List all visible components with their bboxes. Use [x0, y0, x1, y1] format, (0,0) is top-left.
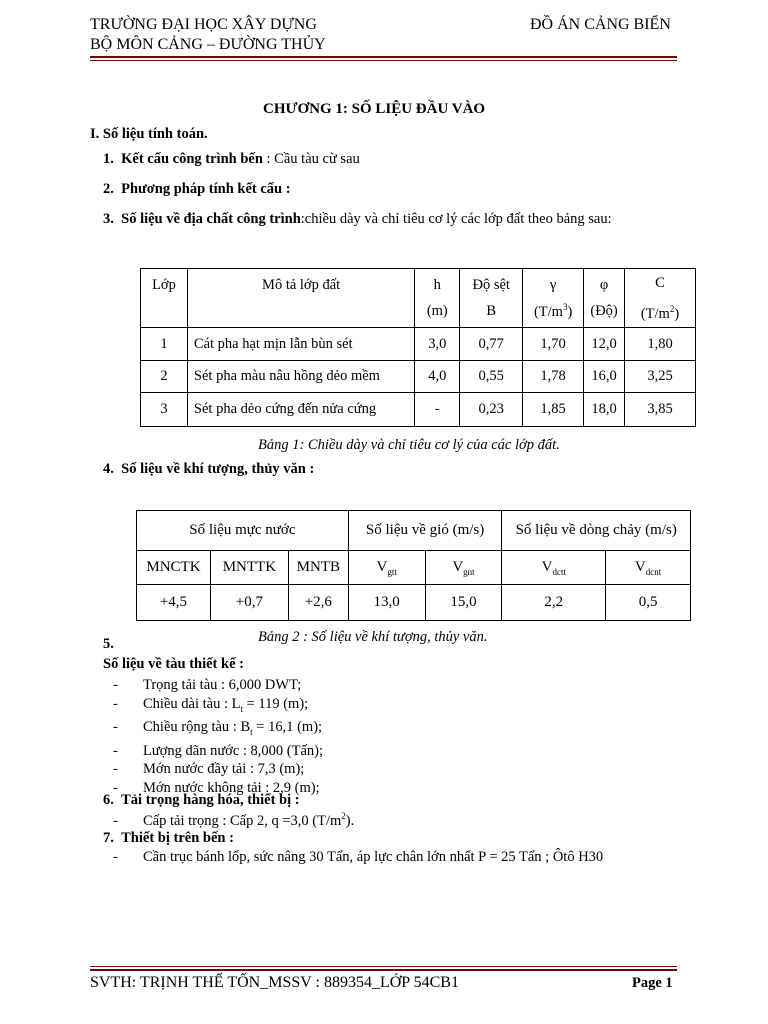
col-vgtt: $V_{gtt}$ — [348, 551, 425, 585]
cell-c: 1,80 — [625, 328, 696, 361]
item-3 — [103, 211, 612, 228]
geology-table — [140, 268, 696, 427]
item-value: : Cầu tàu cừ sau — [262, 151, 360, 167]
ship-list — [113, 676, 323, 797]
cell-layer: 1 — [141, 328, 188, 361]
item-5-number: 5. — [103, 636, 114, 652]
table-row — [141, 328, 696, 361]
cell-mnttk: +0,7 — [210, 585, 288, 621]
header-university: TRƯỜNG ĐẠI HỌC XÂY DỰNG — [90, 16, 317, 33]
item-label: Thiết bị trên bến : — [121, 830, 234, 846]
table2-caption: Bảng 2 : Số liệu về khí tượng, thủy văn. — [258, 629, 488, 645]
item-6 — [103, 792, 300, 809]
col-vgnt: $V_{gnt}$ — [425, 551, 502, 585]
item-7 — [103, 830, 234, 847]
cargo-list-item: - Cấp tải trọng : Cấp 2, q =3,0 $(T/m^2)$. — [113, 811, 355, 829]
item-number: 7. — [103, 830, 114, 846]
section-heading: I. Số liệu tính toán. — [90, 126, 208, 142]
item-number: 1. — [103, 151, 114, 167]
cell-gamma: 1,85 — [523, 393, 584, 427]
col-header-b: Độ sệt B — [460, 269, 523, 328]
item-label: Số liệu về khí tượng, thủy văn : — [121, 461, 315, 477]
cell-phi: 12,0 — [584, 328, 625, 361]
footer-student: SVTH: TRỊNH THẾ TỐN_MSSV : 889354_LỚP 54CB1 — [90, 974, 459, 991]
cell-layer: 3 — [141, 393, 188, 427]
list-item: - Mớn nước không tải : 2,9 (m); — [113, 779, 320, 796]
table1-caption: Bảng 1: Chiều dày và chỉ tiêu cơ lý của các lớp đất. — [258, 437, 560, 453]
header-project: ĐỒ ÁN CẢNG BIỂN — [530, 16, 671, 33]
list-item: - Mớn nước đầy tải : 7,3 (m); — [113, 761, 305, 778]
cell-c: 3,25 — [625, 361, 696, 393]
group-wind: Số liệu về gió (m/s) — [348, 511, 502, 551]
chapter-title: CHƯƠNG 1: SỐ LIỆU ĐẦU VÀO — [263, 101, 486, 117]
cell-mntb: +2,6 — [288, 585, 348, 621]
item-label: Phương pháp tính kết cấu : — [121, 181, 291, 197]
cell-gamma: 1,70 — [523, 328, 584, 361]
col-mnctk: MNCTK — [137, 551, 211, 585]
cell-c: 3,85 — [625, 393, 696, 427]
item-number: 3. — [103, 211, 114, 227]
cell-desc: Sét pha màu nâu hồng dẻo mềm — [187, 361, 414, 393]
col-header-c: C $(T/m^2)$ — [625, 269, 696, 328]
cell-phi: 18,0 — [584, 393, 625, 427]
cell-layer: 2 — [141, 361, 188, 393]
hydro-table — [136, 510, 691, 621]
col-vdcnt: $V_{dcnt}$ — [606, 551, 691, 585]
item-1 — [103, 151, 360, 168]
col-header-h: h (m) — [415, 269, 460, 328]
header-rule — [90, 56, 677, 58]
cell-h: 4,0 — [415, 361, 460, 393]
item-label: Kết cấu công trình bến — [121, 151, 263, 167]
list-item: - Trọng tải tàu : 6,000 DWT; — [113, 677, 302, 693]
cell-vdcnt: 0,5 — [606, 585, 691, 621]
footer-page-number: Page 1 — [632, 975, 673, 991]
footer-rule — [90, 969, 677, 971]
item-2 — [103, 181, 291, 198]
cell-vgnt: 15,0 — [425, 585, 502, 621]
item-4 — [103, 461, 314, 478]
item-label: Số liệu về địa chất công trình — [121, 211, 301, 227]
item-label: Tải trọng hàng hóa, thiết bị : — [121, 792, 300, 808]
list-item: - Chiều rộng tàu : $B_t = 16,1$ (m); — [113, 719, 323, 737]
list-item: - Chiều dài tàu : $L_t = 119$ (m); — [113, 695, 309, 714]
cell-phi: 16,0 — [584, 361, 625, 393]
cell-b: 0,55 — [460, 361, 523, 393]
item-value: :chiều dày và chỉ tiêu cơ lý các lớp đất theo bảng sau: — [300, 211, 612, 227]
col-mntb: MNTB — [288, 551, 348, 585]
group-water-level: Số liệu mực nước — [137, 511, 349, 551]
table-header-row — [141, 269, 696, 328]
item-number: 4. — [103, 461, 114, 477]
cell-desc: Sét pha dẻo cứng đến nửa cứng — [187, 393, 414, 427]
list-item: - Lượng dãn nước : 8,000 (Tấn); — [113, 742, 324, 759]
item-number: 6. — [103, 792, 114, 808]
table-row — [141, 361, 696, 393]
cell-gamma: 1,78 — [523, 361, 584, 393]
item-number: 2. — [103, 181, 114, 197]
cell-b: 0,23 — [460, 393, 523, 427]
table-row — [141, 393, 696, 427]
group-current: Số liệu về dòng chảy (m/s) — [502, 511, 691, 551]
col-header-desc: Mô tả lớp đất — [187, 269, 414, 328]
header-department: BỘ MÔN CẢNG – ĐƯỜNG THỦY — [90, 36, 326, 53]
table-row — [137, 585, 691, 621]
item-5-label: Số liệu về tàu thiết kế : — [103, 656, 244, 672]
cell-h: - — [415, 393, 460, 427]
cell-desc: Cát pha hạt mịn lẫn bùn sét — [187, 328, 414, 361]
footer-rule-thin — [90, 966, 677, 967]
table-header-row — [137, 551, 691, 585]
cell-mnctk: +4,5 — [137, 585, 211, 621]
col-header-phi: φ (Độ) — [584, 269, 625, 328]
col-vdctt: $V_{dctt}$ — [502, 551, 606, 585]
cell-b: 0,77 — [460, 328, 523, 361]
col-header-layer: Lớp — [141, 269, 188, 328]
cell-h: 3,0 — [415, 328, 460, 361]
cell-vdctt: 2,2 — [502, 585, 606, 621]
col-mnttk: MNTTK — [210, 551, 288, 585]
header-rule-thin — [90, 60, 677, 61]
equipment-list-item: - Cần trục bánh lốp, sức nâng 30 Tấn, áp lực chân lớn nhất P = 25 Tấn ; Ôtô H30 — [113, 849, 604, 865]
cell-vgtt: 13,0 — [348, 585, 425, 621]
col-header-gamma: γ $(T/m^3)$ — [523, 269, 584, 328]
table-group-row — [137, 511, 691, 551]
